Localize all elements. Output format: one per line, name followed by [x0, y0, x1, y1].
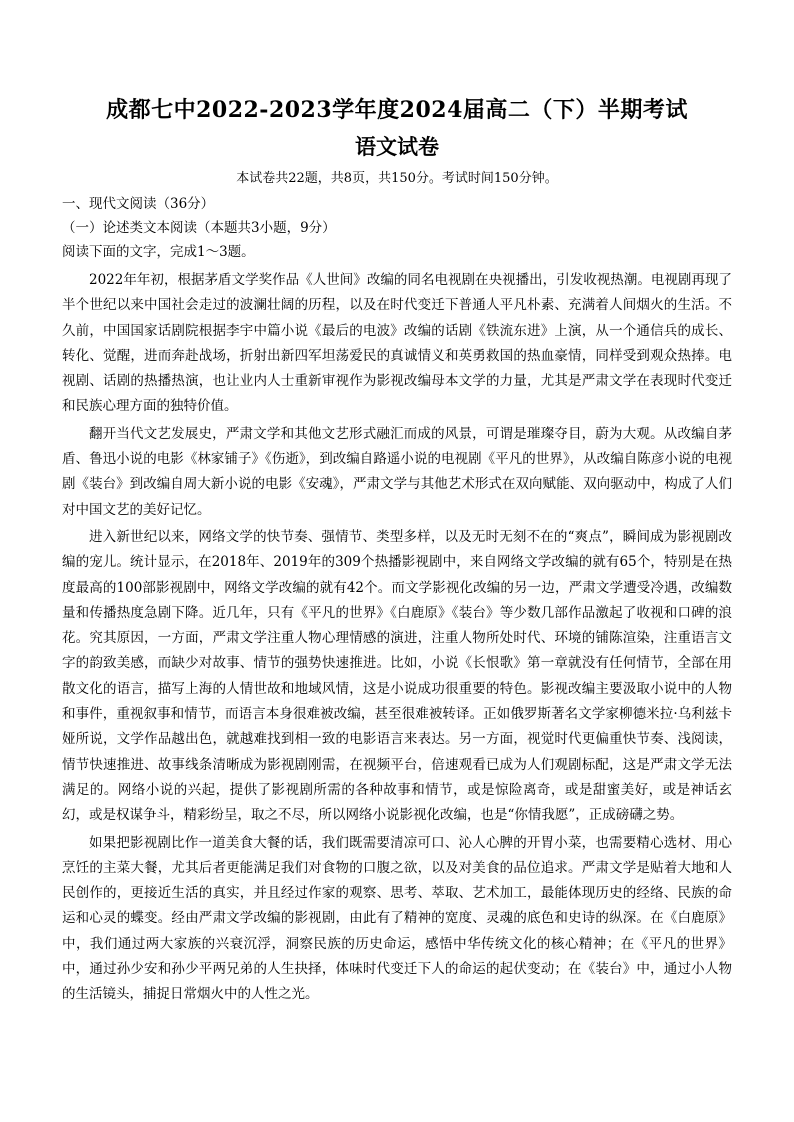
- article-paragraph: 进入新世纪以来，网络文学的快节奏、强情节、类型多样，以及无时无刻不在的“爽点”，瞬间成为影视剧改编的宠儿。统计显示，在2018年、2019年的309个热播影视剧中，来自网络文学改编的就有65个，特别是在热度最高的100部影视剧中，网络文学改编的就有42个。而文学影视化改编的另一边，严肃文学遭受冷遇，改编数量和传播热度急剧下降。近几年，只有《平凡的世界》《白鹿原》《装台》等少数几部作品激起了收视和口碑的浪花。究其原因，一方面，严肃文学注重人物心理情感的演进，注重人物所处时代、环境的铺陈渲染，注重语言文字的韵致美感，而缺少对故事、情节的强势快速推进。比如，小说《长恨歌》第一章就没有任何情节，全部在用散文化的语言，描写上海的人情世故和地域风情，这是小说成功很重要的特色。影视改编主要汲取小说中的人物和事件，重视叙事和情节，而语言本身很难被改编，甚至很难被转译。正如俄罗斯著名文学家柳德米拉·乌利兹卡娅所说，文学作品越出色，就越难找到相一致的电影语言来表达。另一方面，视觉时代更偏重快节奏、浅阅读，情节快速推进、故事线条清晰成为影视剧刚需，在视频平台，倍速观看已成为人们观剧标配，这是严肃文学无法满足的。网络小说的兴起，提供了影视剧所需的各种故事和情节，或是惊险离奇，或是甜蜜美好，或是神话玄幻，或是权谋争斗，精彩纷呈，取之不尽，所以网络小说影视化改编，也是“你情我愿”，正成磅礴之势。: [62, 528, 732, 824]
- article-paragraph: 2022年年初，根据茅盾文学奖作品《人世间》改编的同名电视剧在央视播出，引发收视热潮。电视剧再现了半个世纪以来中国社会走过的波澜壮阔的历程，以及在时代变迁下普通人平凡朴素、充满着人间烟火的生活。不久前，中国国家话剧院根据李宇中篇小说《最后的电波》改编的话剧《铁流东进》上演，从一个通信兵的成长、转化、觉醒，进而奔赴战场，折射出新四军坦荡爱民的真诚情义和英勇救国的热血豪情，同样受到观众热捧。电视剧、话剧的热播热演，也让业内人士重新审视作为影视改编母本文学的力量，尤其是严肃文学在表现时代变迁和民族心理方面的独特价值。: [62, 272, 732, 415]
- sub-heading: （一）论述类文本阅读（本题共3小题，9分）: [62, 220, 336, 236]
- exam-subtitle: 语文试卷: [355, 134, 439, 159]
- exam-title: 成都七中2022-2023学年度2024届高二（下）半期考试: [106, 97, 688, 123]
- exam-info: 本试卷共22题，共8页，共150分。考试时间150分钟。: [236, 171, 558, 186]
- section-heading: 一、现代文阅读（36分）: [62, 196, 215, 212]
- article-paragraph: 翻开当代文艺发展史，严肃文学和其他文艺形式融汇而成的风景，可谓是璀璨夺目，蔚为大观。从改编自茅盾、鲁迅小说的电影《林家铺子》《伤逝》，到改编自路遥小说的电视剧《平凡的世界》，从改编自陈彦小说的电视剧《装台》到改编自周大新小说的电影《安魂》，严肃文学与其他艺术形式在双向赋能、双向驱动中，构成了人们对中国文艺的美好记忆。: [62, 425, 732, 518]
- article-paragraph: 如果把影视剧比作一道美食大餐的话，我们既需要清凉可口、沁人心脾的开胃小菜，也需要精心选材、用心烹饪的主菜大餐，尤其后者更能满足我们对食物的口腹之欲，以及对美食的品位追求。严肃文学是贴着大地和人民创作的，更接近生活的真实，并且经过作家的观察、思考、萃取、艺术加工，最能体现历史的经络、民族的命运和心灵的蝶变。经由严肃文学改编的影视剧，由此有了精神的宽度、灵魂的底色和史诗的纵深。在《白鹿原》中，我们通过两大家族的兴衰沉浮，洞察民族的历史命运，感悟中华传统文化的核心精神；在《平凡的世界》中，通过孙少安和孙少平两兄弟的人生抉择，体味时代变迁下人的命运的起伏变动；在《装台》中，通过小人物的生活镜头，捕捉日常烟火中的人性之光。: [62, 834, 732, 1003]
- instruction: 阅读下面的文字，完成1～3题。: [62, 244, 255, 260]
